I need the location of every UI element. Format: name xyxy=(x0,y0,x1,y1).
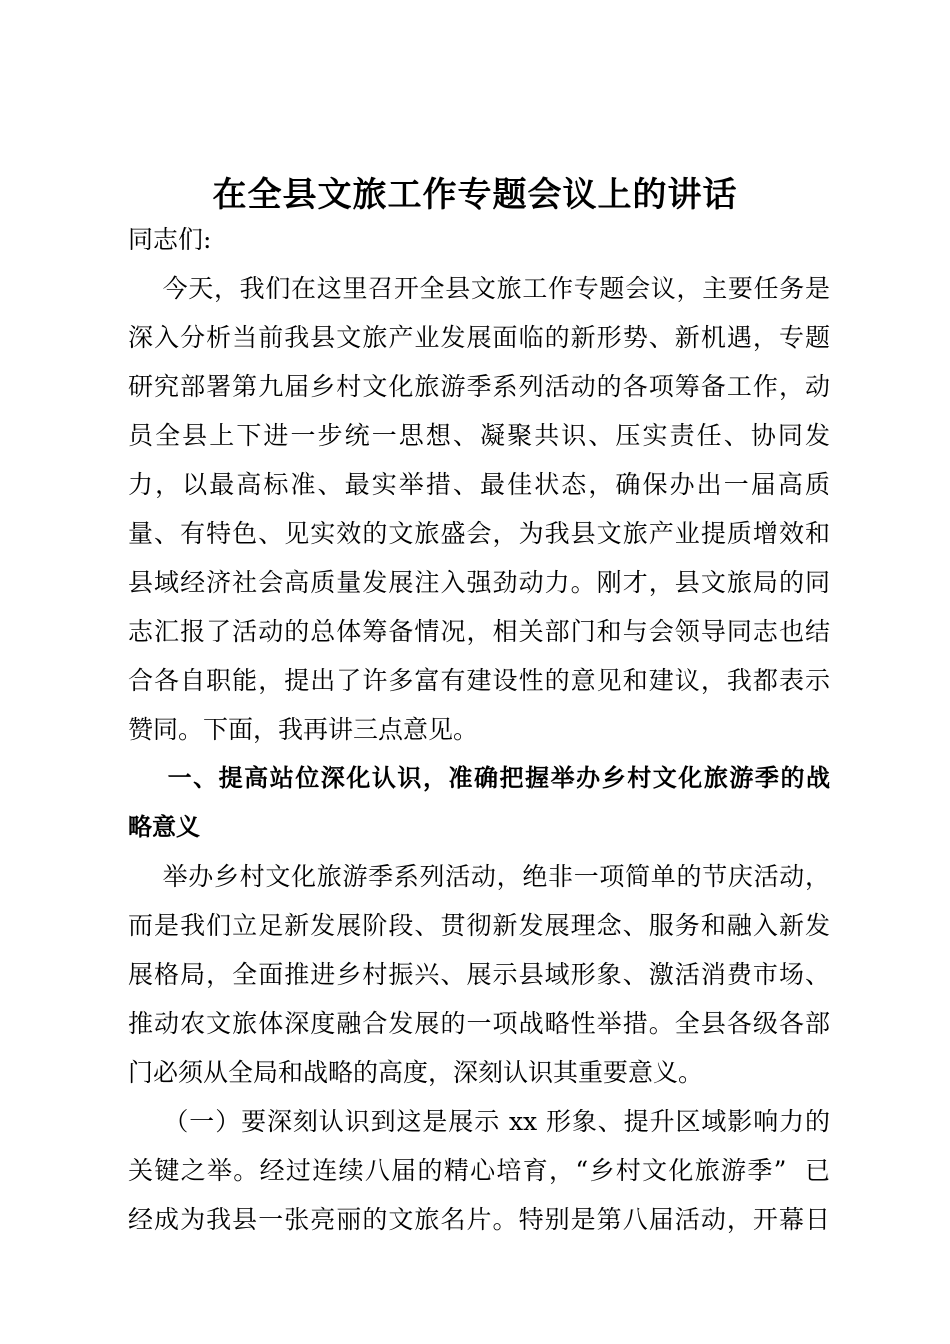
section-heading-line: 略意义 xyxy=(128,813,200,841)
paragraph-line: 志汇报了活动的总体筹备情况，相关部门和与会领导同志也结 xyxy=(128,617,830,646)
paragraph-line: 展格局，全面推进乡村振兴、展示县域形象、激活消费市场、 xyxy=(128,960,830,989)
document-body xyxy=(128,215,830,1244)
document-title: 在全县文旅工作专题会议上的讲话 xyxy=(212,175,738,215)
paragraph-line: 关键之举。经过连续八届的精心培育，“乡村文化旅游季” 已 xyxy=(128,1156,830,1185)
salutation-line: 同志们: xyxy=(128,225,212,254)
paragraph-line: 量、有特色、见实效的文旅盛会，为我县文旅产业提质增效和 xyxy=(128,519,830,548)
paragraph-line: 经成为我县一张亮丽的文旅名片。特别是第八届活动，开幕日 xyxy=(128,1205,830,1234)
paragraph-line: 今天，我们在这里召开全县文旅工作专题会议，主要任务是 xyxy=(128,274,830,303)
paragraph-line: 门必须从全局和战略的高度，深刻认识其重要意义。 xyxy=(128,1058,704,1087)
paragraph-line: 员全县上下进一步统一思想、凝聚共识、压实责任、协同发 xyxy=(128,421,830,450)
paragraph-line: 推动农文旅体深度融合发展的一项战略性举措。全县各级各部 xyxy=(128,1009,830,1038)
paragraph-line: 研究部署第九届乡村文化旅游季系列活动的各项筹备工作，动 xyxy=(128,372,830,401)
paragraph-line: 而是我们立足新发展阶段、贯彻新发展理念、服务和融入新发 xyxy=(128,911,830,940)
paragraph-line: 县域经济社会高质量发展注入强劲动力。刚才，县文旅局的同 xyxy=(128,568,830,597)
section-heading-line: 一、提高站位深化认识，准确把握举办乡村文化旅游季的战 xyxy=(128,764,830,792)
paragraph-line: 合各自职能，提出了许多富有建设性的意见和建议，我都表示 xyxy=(128,666,830,695)
paragraph-line: （一）要深刻认识到这是展示 xx 形象、提升区域影响力的 xyxy=(128,1107,830,1136)
paragraph-line: 举办乡村文化旅游季系列活动，绝非一项简单的节庆活动， xyxy=(128,862,830,891)
paragraph-line: 赞同。下面，我再讲三点意见。 xyxy=(128,715,479,744)
paragraph-line: 力，以最高标准、最实举措、最佳状态，确保办出一届高质 xyxy=(128,470,830,499)
paragraph-line: 深入分析当前我县文旅产业发展面临的新形势、新机遇，专题 xyxy=(128,323,830,352)
